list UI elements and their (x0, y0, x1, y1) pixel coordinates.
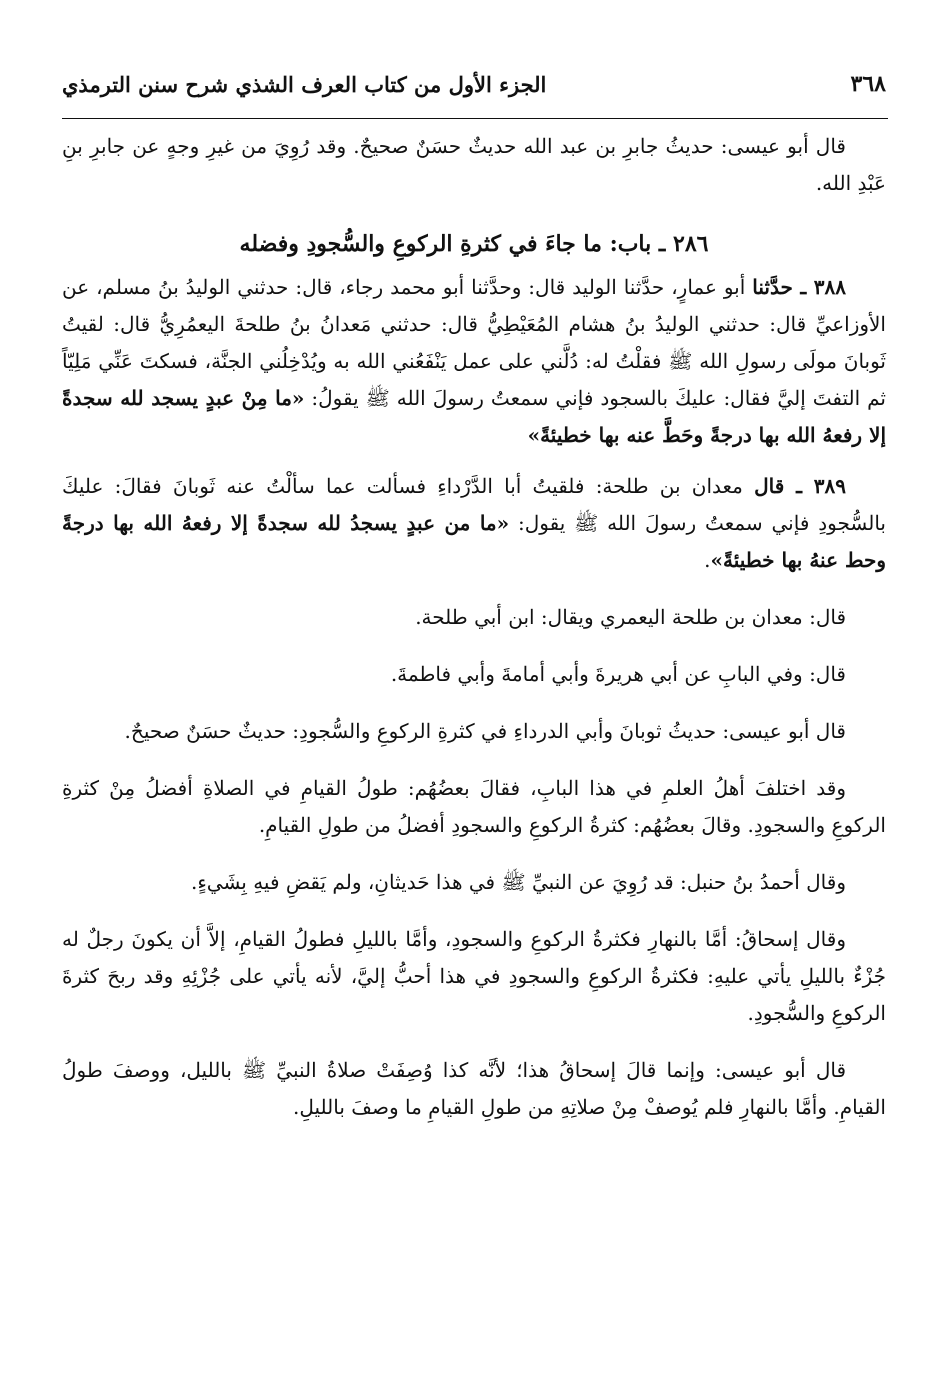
hadith-389-end: . (704, 548, 711, 572)
hadith-389 (62, 468, 886, 579)
paragraph-scholars-differ: وقد اختلفَ أهلُ العلمِ في هذا البابِ، فقالَ بعضُهُم: طولُ القيامِ في الصلاةِ أفضلُ مِنْ كثرةِ الركوعِ والسجودِ. وقالَ بعضُهُم: كثرةُ الركوعِ والسجودِ أفضلُ من طولِ القيامِ. (62, 776, 886, 837)
hadith-388-text: أبو عمارٍ، حدَّثنا الوليد قال: وحدَّثنا أبو محمد رجاء، قال: حدثني الوليدُ بنُ مسلم، عن الأوزاعيِّ قال: حدثني الوليدُ بنُ هشام المُعَيْطِيُّ قال: حدثني مَعدانُ بنُ طلحةَ اليعمُرِيُّ قال: لقيتُ ثَوبانَ مولَى رسولِ الله ﷺ فقلْتُ له: دُلَّني على عمل يَنْفَعُني الله به ويُدْخِلُني الجنَّة، فسكتَ عَنِّي مَلِيّاً ثم التفتَ إليَّ فقال: عليكَ بالسجود فإني سمعتُ رسولَ الله ﷺ يقولُ: (62, 275, 886, 410)
paragraph-tirmidhi-explanation: قال أبو عيسى: وإنما قالَ إسحاقُ هذا؛ لأنَّه كذا وُصِفَتْ صلاةُ النبيِّ ﷺ بالليل، ووصفَ طولُ القيامِ. وأمَّا بالنهارِ فلم يُوصفْ مِنْ صلاتِهِ من طولِ القيامِ ما وصفَ بالليلِ. (62, 1058, 886, 1119)
page-body (62, 128, 886, 1126)
page-number: ٣٦٨ (850, 71, 886, 97)
hadith-389-number: ٣٨٩ ـ قال (754, 474, 846, 498)
paragraph-narrator-note: قال: معدان بن طلحة اليعمري ويقال: ابن أبي طلحة. (415, 605, 846, 629)
paragraph-ahmad: وقال أحمدُ بنُ حنبل: قد رُوِيَ عن النبيِّ ﷺ في هذا حَديثانِ، ولم يَقضِ فيهِ بِشَيءٍ. (191, 870, 846, 894)
chapter-title: ٢٨٦ ـ باب: ما جاءَ في كثرةِ الركوعِ والسُّجودِ وفضله (239, 231, 709, 257)
hadith-388-quote: «ما مِنْ عبدٍ يسجد لله سجدةً إلا رفعهُ الله بها درجةً وحَطَّ عنه بها خطيئةً» (62, 386, 886, 447)
paragraph-ishaq: وقال إسحاقُ: أمَّا بالنهارِ فكثرةُ الركوعِ والسجودِ، وأمَّا بالليلِ فطولُ القيامِ، إلاَّ أن يكونَ رجلٌ له جُزْءٌ بالليلِ يأتي عليهِ: فكثرةُ الركوعِ والسجودِ في هذا أحبُّ إليَّ، لأنه يأتي على جُزْئِهِ وقد ربحَ كثرةَ الركوعِ والسُّجودِ. (62, 927, 886, 1025)
header-rule (62, 118, 888, 119)
paragraph-grading: قال أبو عيسى: حديثُ ثوبانَ وأبي الدرداءِ في كثرةِ الركوعِ والسُّجودِ: حديثٌ حسَنٌ صحيحٌ. (124, 719, 846, 743)
hadith-388 (62, 269, 886, 454)
hadith-388-number: ٣٨٨ ـ حدَّثنا (752, 275, 846, 299)
hadith-389-text: معدان بن طلحة: فلقيتُ أبا الدَّرْداءِ فسألت عما سألْتُ عنه ثَوبانَ فقالَ: عليكَ بالسُّجودِ فإني سمعتُ رسولَ الله ﷺ يقول: (62, 474, 886, 535)
page-header (62, 62, 886, 106)
running-title: الجزء الأول من كتاب العرف الشذي شرح سنن الترمذي (62, 71, 547, 97)
paragraph-other-chains: قال: وفي البابِ عن أبي هريرةَ وأبي أمامةَ وأبي فاطمةَ. (390, 662, 846, 686)
paragraph-tirmidhi-comment: قال أبو عيسى: حديثُ جابرِ بن عبد الله حديثٌ حسَنٌ صحيحٌ. وقد رُوِيَ من غيرِ وجهٍ عن جابرِ بنِ عَبْدِ الله. (62, 134, 886, 195)
hadith-389-quote: «ما من عبدٍ يسجدُ لله سجدةً إلا رفعهُ الله بها درجةً وحط عنهُ بها خطيئةً» (62, 511, 886, 572)
